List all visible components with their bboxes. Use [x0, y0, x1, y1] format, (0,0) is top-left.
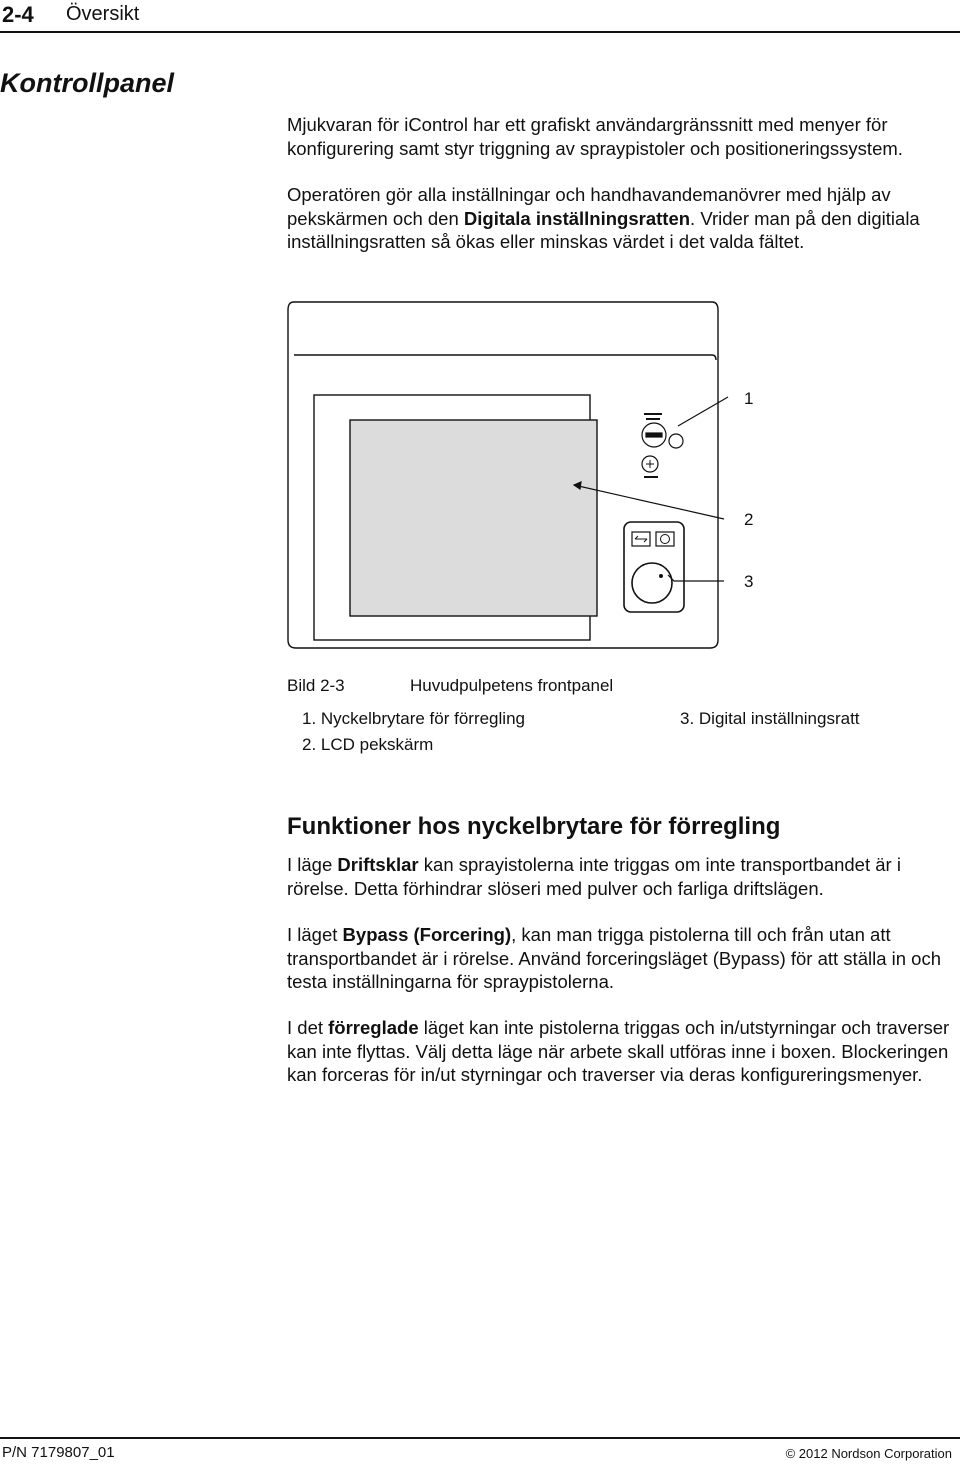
front-panel-figure — [284, 300, 774, 652]
intro-bold-term: Digitala inställningsratten — [463, 207, 691, 229]
callout-2: 2 — [744, 510, 754, 529]
mode-forreglade: förreglade — [328, 1017, 419, 1038]
section-title: Kontrollpanel — [0, 68, 174, 98]
functions-paragraph-2: I läget Bypass (Forcering), kan man trigga pistolerna till och från utan att transportbandet är i rörelse. Använd forceringsläget (Bypass) för att ställa in och testa inställningarna för spraypistolerna. — [287, 924, 942, 992]
functions-paragraph-1: I läge Driftsklar kan sprayistolerna inte triggas om inte transportbandet är i rörelse. Detta förhindrar slöseri med pulver och farliga driftslägen. — [287, 854, 901, 899]
figure-caption-title: Huvudpulpetens frontpanel — [410, 676, 614, 695]
intro-paragraph-2: Operatören gör alla inställningar och handhavandemanövrer med hjälp av pekskärmen och den Digitala inställningsratten. Vrider man på den digitiala inställningsratten så ökas eller minskas värdet i det valda fältet. — [287, 184, 920, 252]
part-number: P/N 7179807_01 — [2, 1444, 115, 1461]
mode-bypass: Bypass (Forcering) — [342, 924, 512, 945]
lcd-screen — [350, 420, 597, 616]
key-switch — [642, 423, 683, 472]
copyright: © 2012 Nordson Corporation — [785, 1446, 952, 1461]
running-header: Översikt — [66, 3, 140, 25]
callout-1: 1 — [744, 389, 754, 408]
panel-top-seam — [294, 355, 716, 360]
header-rule — [0, 31, 960, 33]
figure-caption-label: Bild 2-3 — [287, 676, 345, 695]
key-switch-label-mark-1 — [644, 413, 662, 415]
legend-item-3: 3. Digital inställningsratt — [680, 709, 860, 728]
legend-item-2: 2. LCD pekskärm — [302, 735, 434, 754]
dial-module — [624, 522, 684, 612]
legend-item-1: 1. Nyckelbrytare för förregling — [302, 709, 525, 728]
mode-driftsklar: Driftsklar — [337, 854, 419, 875]
digital-dial-icon — [632, 563, 672, 603]
page-number: 2-4 — [2, 2, 34, 27]
callout-3: 3 — [744, 572, 754, 591]
intro-paragraph-1: Mjukvaran för iControl har ett grafiskt användargränssnitt med menyer för konfigurering samt styr triggning av spraypistoler och positioneringssystem. — [287, 114, 903, 159]
key-switch-label-mark-3 — [644, 476, 658, 478]
functions-paragraph-3: I det förreglade läget kan inte pistolerna triggas och in/utstyrningar och traverser kan inte flyttas. Välj detta läge när arbete skall utföras inne i boxen. Blockeringen kan forceras för in/ut styrningar och traverser via deras konfigureringsmenyer. — [287, 1017, 950, 1085]
key-switch-label-mark-2 — [646, 418, 660, 420]
footer-rule — [0, 1437, 960, 1439]
functions-heading: Funktioner hos nyckelbrytare för förregling — [287, 813, 781, 840]
